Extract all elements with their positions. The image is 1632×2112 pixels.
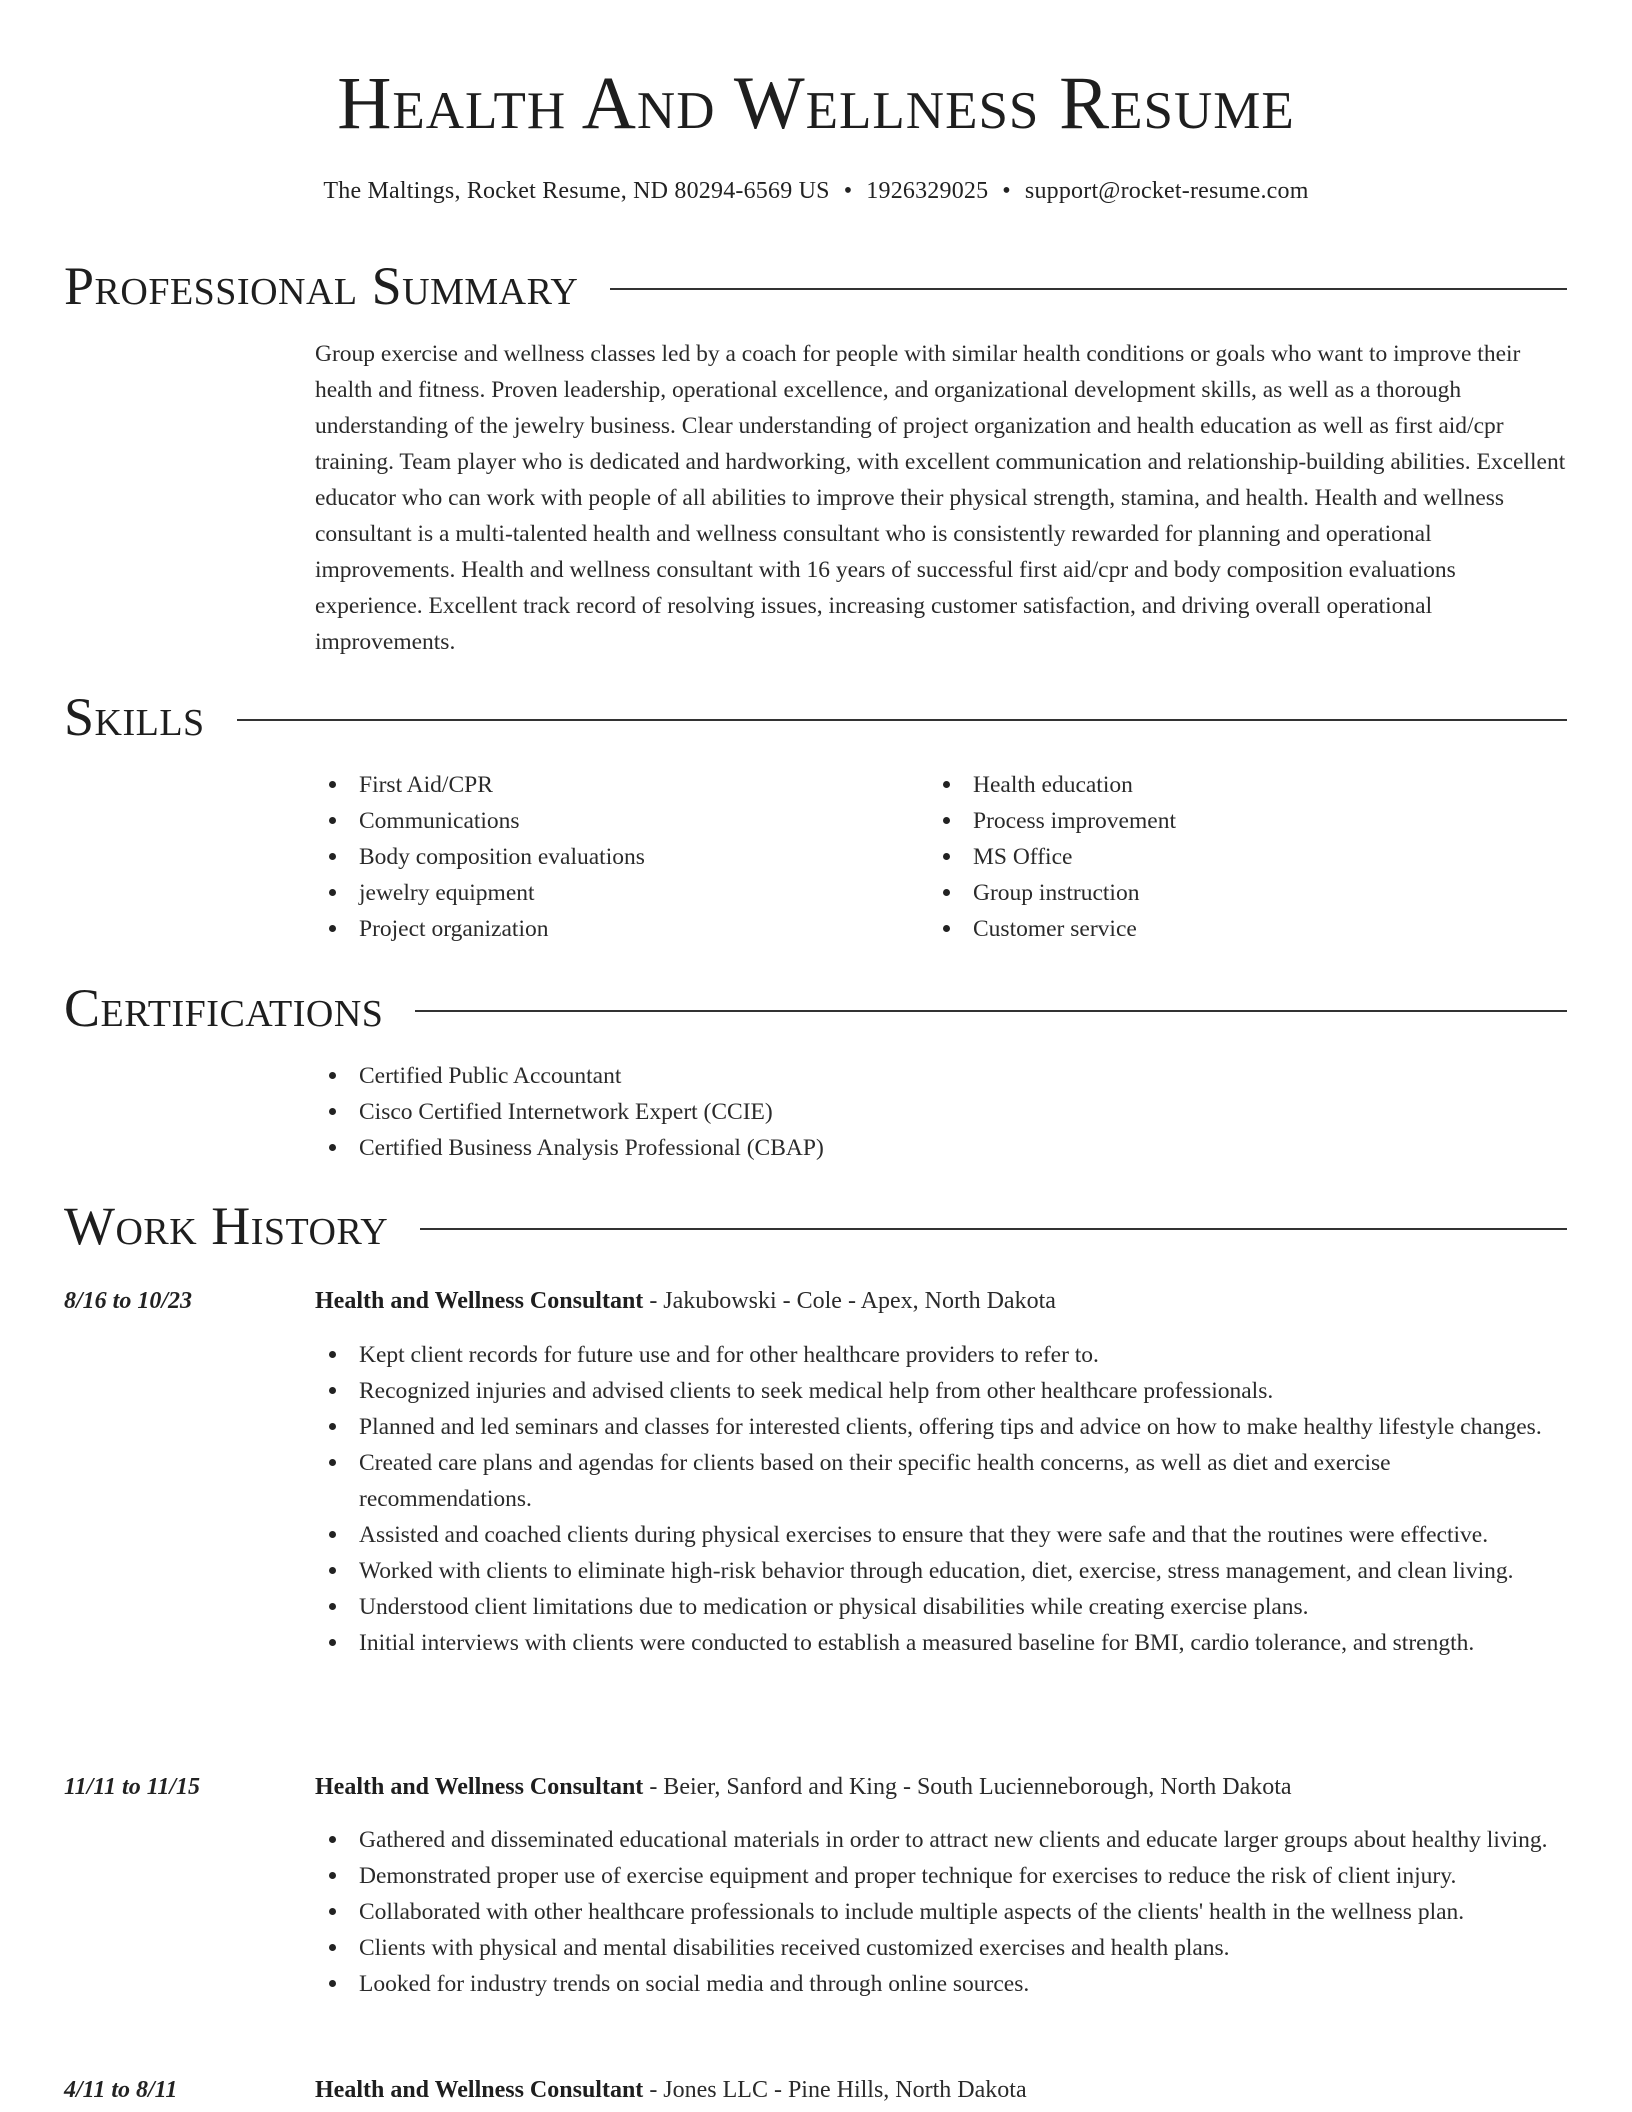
list-item xyxy=(315,767,915,803)
list-item xyxy=(929,767,1529,803)
bullet-icon xyxy=(329,1872,336,1879)
list-item xyxy=(315,1858,1569,1894)
list-item-text: Project organization xyxy=(359,916,549,942)
list-item xyxy=(315,911,915,947)
bullet-icon xyxy=(329,1836,336,1843)
job-heading xyxy=(315,2072,1569,2108)
list-item xyxy=(315,1445,1569,1517)
section-divider xyxy=(420,1228,1567,1230)
list-item xyxy=(315,1930,1569,1966)
list-item xyxy=(315,1517,1569,1553)
list-item-text: Worked with clients to eliminate high-risk behavior through education, diet, exercise, stress management, and clean living. xyxy=(359,1558,1514,1584)
list-item-text: Clients with physical and mental disabilities received customized exercises and health plans. xyxy=(359,1935,1230,1961)
bullet-icon xyxy=(329,1944,336,1951)
skills-section-heading xyxy=(64,686,1567,748)
list-item xyxy=(315,1409,1569,1445)
job-employer: - Beier, Sanford and King - South Lucienneborough, North Dakota xyxy=(643,1774,1292,1800)
resume-title: Health And Wellness Resume xyxy=(337,62,1295,145)
list-item-text: Kept client records for future use and for other healthcare providers to refer to. xyxy=(359,1342,1099,1368)
job-heading xyxy=(315,1283,1569,1319)
list-item xyxy=(315,1966,1569,2002)
bullet-icon xyxy=(329,925,336,932)
summary-heading: Professional Summary xyxy=(64,256,579,316)
list-item xyxy=(315,1130,1569,1166)
bullet-icon xyxy=(329,889,336,896)
list-item-text: Certified Public Accountant xyxy=(359,1063,622,1089)
summary-section-heading xyxy=(64,255,1567,317)
contact-address: The Maltings, Rocket Resume, ND 80294-6569 US xyxy=(323,178,830,204)
list-item xyxy=(315,803,915,839)
skills-left-column xyxy=(315,767,915,947)
summary-text: Group exercise and wellness classes led by a coach for people with similar health conditions or goals who want to improve their health and fitness. Proven leadership, operational excellence, and organizational development skills, as well as a thorough understanding of the jewelry business. Clear understanding of project organization and health education as well as first aid/cpr training. Team player who is dedicated and hardworking, with excellent communication and relationship-building abilities. Excellent educator who can work with people of all abilities to improve their physical strength, stamina, and health. Health and wellness consultant is a multi-talented health and wellness consultant who is consistently rewarded for planning and operational improvements. Health and wellness consultant with 16 years of successful first aid/cpr and body composition evaluations experience. Excellent track record of resolving issues, increasing customer satisfaction, and driving overall operational improvements. xyxy=(315,341,1566,655)
bullet-icon xyxy=(329,781,336,788)
list-item-text: MS Office xyxy=(973,844,1073,870)
list-item-text: Demonstrated proper use of exercise equipment and proper technique for exercises to reduce the risk of client injury. xyxy=(359,1863,1457,1889)
bullet-icon xyxy=(329,1567,336,1574)
job-dates: 4/11 to 8/11 xyxy=(64,2077,178,2103)
job-bullets xyxy=(315,1822,1569,2002)
list-item xyxy=(315,1894,1569,1930)
list-item-text: Certified Business Analysis Professional (CBAP) xyxy=(359,1135,824,1161)
list-item-text: jewelry equipment xyxy=(359,880,535,906)
bullet-icon xyxy=(329,1072,336,1079)
bullet-icon xyxy=(329,1531,336,1538)
work-history-heading: Work History xyxy=(64,1196,389,1256)
list-item xyxy=(315,1094,1569,1130)
list-item xyxy=(315,839,915,875)
certifications-heading: Certifications xyxy=(64,978,384,1038)
job-role: Health and Wellness Consultant xyxy=(315,2077,644,2103)
list-item-text: Communications xyxy=(359,808,520,834)
bullet-icon xyxy=(329,1387,336,1394)
bullet-icon xyxy=(329,1351,336,1358)
job-dates: 11/11 to 11/15 xyxy=(64,1774,201,1800)
contact-phone: 1926329025 xyxy=(866,178,989,204)
bullet-icon xyxy=(329,1459,336,1466)
list-item-text: Created care plans and agendas for clients based on their specific health concerns, as well as diet and exercise recommendations. xyxy=(359,1450,1391,1512)
list-item-text: Customer service xyxy=(973,916,1137,942)
list-item-text: Understood client limitations due to medication or physical disabilities while creating exercise plans. xyxy=(359,1594,1309,1620)
list-item xyxy=(315,1589,1569,1625)
list-item-text: Health education xyxy=(973,772,1133,798)
list-item xyxy=(315,1058,1569,1094)
bullet-icon xyxy=(329,1908,336,1915)
section-divider xyxy=(237,719,1567,721)
bullet-icon xyxy=(329,1603,336,1610)
bullet-icon xyxy=(329,853,336,860)
list-item-text: Cisco Certified Internetwork Expert (CCIE) xyxy=(359,1099,773,1125)
bullet-icon xyxy=(943,925,950,932)
section-divider xyxy=(415,1010,1567,1012)
list-item xyxy=(929,875,1529,911)
list-item xyxy=(929,911,1529,947)
list-item-text: Looked for industry trends on social media and through online sources. xyxy=(359,1971,1030,1997)
job-role: Health and Wellness Consultant xyxy=(315,1774,644,1800)
job-employer: - Jakubowski - Cole - Apex, North Dakota xyxy=(643,1288,1056,1314)
skills-heading: Skills xyxy=(64,687,205,747)
bullet-icon xyxy=(943,817,950,824)
list-item-text: Gathered and disseminated educational materials in order to attract new clients and educate larger groups about healthy living. xyxy=(359,1827,1548,1853)
list-item xyxy=(315,1553,1569,1589)
certifications-section-heading xyxy=(64,977,1567,1039)
skills-right-column xyxy=(929,767,1529,947)
list-item-text: First Aid/CPR xyxy=(359,772,493,798)
bullet-icon xyxy=(329,1144,336,1151)
job-role: Health and Wellness Consultant xyxy=(315,1288,644,1314)
list-item xyxy=(315,1822,1569,1858)
list-item-text: Assisted and coached clients during physical exercises to ensure that they were safe and that the routines were effective. xyxy=(359,1522,1489,1548)
bullet-icon xyxy=(943,781,950,788)
list-item xyxy=(929,839,1529,875)
bullet-icon xyxy=(329,1108,336,1115)
bullet-icon xyxy=(329,1980,336,1987)
section-divider xyxy=(610,288,1567,290)
contact-email: support@rocket-resume.com xyxy=(1024,178,1309,204)
list-item-text: Planned and led seminars and classes for interested clients, offering tips and advice on how to make healthy lifestyle changes. xyxy=(359,1414,1542,1440)
list-item-text: Group instruction xyxy=(973,880,1140,906)
job-heading xyxy=(315,1769,1569,1805)
list-item-text: Collaborated with other healthcare professionals to include multiple aspects of the clients' health in the wellness plan. xyxy=(359,1899,1465,1925)
bullet-icon xyxy=(329,1639,336,1646)
job-bullets xyxy=(315,1337,1569,1661)
list-item-text: Body composition evaluations xyxy=(359,844,645,870)
job-employer: - Jones LLC - Pine Hills, North Dakota xyxy=(643,2077,1027,2103)
list-item xyxy=(929,803,1529,839)
list-item xyxy=(315,1373,1569,1409)
bullet-icon xyxy=(943,889,950,896)
list-item-text: Process improvement xyxy=(973,808,1176,834)
list-item-text: Recognized injuries and advised clients to seek medical help from other healthcare professionals. xyxy=(359,1378,1274,1404)
contact-line xyxy=(0,174,1632,208)
list-item xyxy=(315,1625,1569,1661)
work-history-section-heading xyxy=(64,1195,1567,1257)
certifications-list xyxy=(315,1058,1569,1166)
contact-separator: • xyxy=(843,178,853,204)
contact-separator: • xyxy=(1002,178,1011,204)
job-dates: 8/16 to 10/23 xyxy=(64,1288,193,1314)
list-item xyxy=(315,875,915,911)
bullet-icon xyxy=(329,817,336,824)
bullet-icon xyxy=(943,853,950,860)
list-item xyxy=(315,1337,1569,1373)
bullet-icon xyxy=(329,1423,336,1430)
list-item-text: Initial interviews with clients were conducted to establish a measured baseline for BMI, cardio tolerance, and strength. xyxy=(359,1630,1475,1656)
